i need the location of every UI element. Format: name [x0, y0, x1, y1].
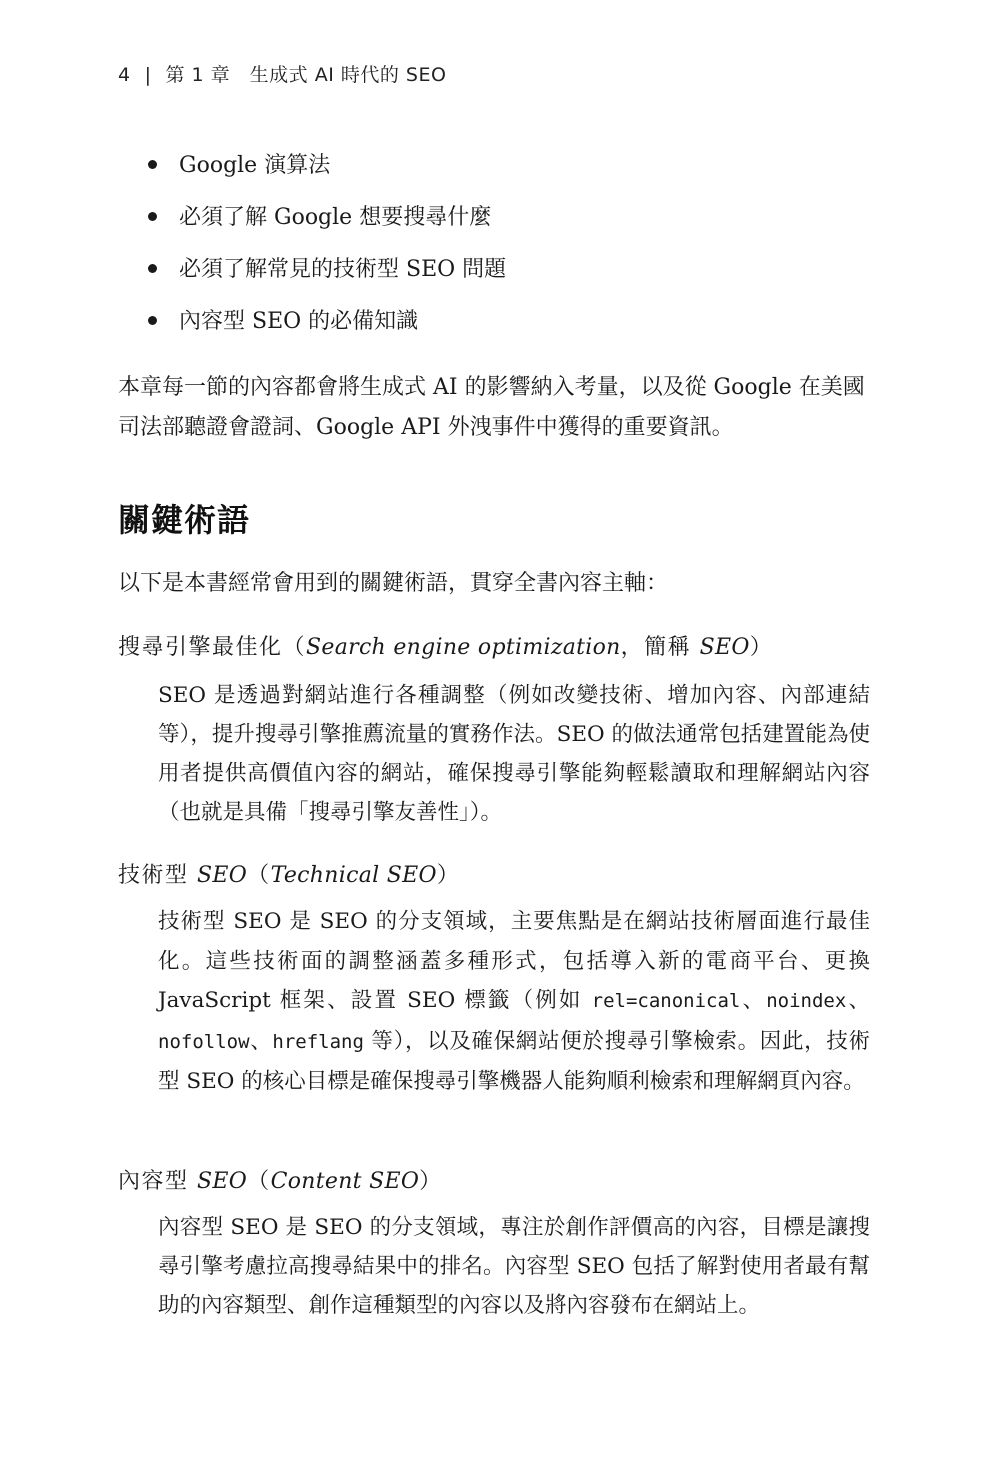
list-item: [148, 302, 506, 354]
chapter-title: 第 1 章 生成式 AI 時代的 SEO: [165, 64, 447, 86]
term-name-en: Search engine optimization: [306, 635, 621, 660]
definition-text: 等），以及確保網站便於搜尋引擎檢索。因此，技術型 SEO 的核心目標是確保搜尋引擎機器人能夠順利檢索和理解網頁內容。: [158, 1028, 870, 1094]
bullet-list: [148, 146, 506, 354]
term-name-en: SEO: [197, 863, 248, 888]
list-item-text: 必須了解 Google 想要搜尋什麼: [179, 205, 492, 230]
definition-seo: SEO 是透過對網站進行各種調整（例如改變技術、增加內容、內部連結等），提升搜尋引擎推薦流量的實務作法。SEO 的做法通常包括建置能為使用者提供高價值內容的網站，確保搜尋引擎能夠輕鬆讀取和理解網站內容（也就是具備「搜尋引擎友善性」）。: [158, 683, 870, 825]
definition-technical-seo: [158, 902, 870, 1102]
running-header: [118, 60, 446, 87]
code-separator: 、: [740, 988, 767, 1013]
term-name-en: SEO: [197, 1169, 248, 1194]
bullet-icon: [148, 212, 157, 221]
code-hreflang: hreflang: [272, 1030, 364, 1053]
definition-text: 技術型 SEO 是 SEO 的分支領域，主要焦點是在網站技術層面進行最佳化。這些技術面的調整涵蓋多種形式，包括導入新的電商平台、更換 JavaScript 框架、設置 SEO 標籤（例如: [158, 909, 870, 1013]
bullet-icon: [148, 316, 157, 325]
term-name-close: ）: [749, 635, 774, 660]
term-name-zh: 技術型: [118, 863, 197, 888]
code-noindex: noindex: [766, 990, 847, 1012]
term-content-seo: [118, 1162, 443, 1202]
term-name-close: ）: [436, 863, 461, 888]
term-name-open: （: [247, 863, 271, 888]
code-separator: 、: [846, 988, 870, 1013]
code-separator: 、: [249, 1028, 273, 1054]
term-seo: [118, 628, 773, 668]
list-item-text: 內容型 SEO 的必備知識: [179, 309, 419, 334]
term-name-zh: 內容型: [118, 1169, 197, 1194]
section-lead: 以下是本書經常會用到的關鍵術語，貫穿全書內容主軸：: [118, 571, 669, 596]
list-item: [148, 250, 506, 302]
page-number: 4: [118, 64, 131, 86]
list-item: [148, 146, 506, 198]
code-rel-canonical: rel=canonical: [591, 990, 741, 1012]
list-item-text: Google 演算法: [179, 153, 331, 178]
definition-content-seo: 內容型 SEO 是 SEO 的分支領域，專注於創作評價高的內容，目標是讓搜尋引擎考慮拉高搜尋結果中的排名。內容型 SEO 包括了解對使用者最有幫助的內容類型、創作這種類型的內容以及將內容發布在網站上。: [158, 1215, 870, 1318]
term-name-abbr: SEO: [699, 635, 750, 660]
term-name-zh: 搜尋引擎最佳化（: [118, 635, 307, 660]
bullet-icon: [148, 160, 157, 169]
header-separator: |: [144, 64, 152, 86]
bullet-icon: [148, 264, 157, 273]
term-name-tail-zh: ，簡稱: [620, 635, 700, 660]
list-item: [148, 198, 506, 250]
code-nofollow: nofollow: [158, 1030, 250, 1053]
section-title: 關鍵術語: [118, 501, 251, 539]
intro-paragraph: 本章每一節的內容都會將生成式 AI 的影響納入考量，以及從 Google 在美國司法部聽證會證詞、Google API 外洩事件中獲得的重要資訊。: [118, 375, 865, 440]
term-name-en-full: Technical SEO: [270, 863, 437, 888]
list-item-text: 必須了解常見的技術型 SEO 問題: [179, 257, 507, 282]
term-name-open: （: [247, 1169, 271, 1194]
term-name-en-full: Content SEO: [270, 1169, 420, 1194]
term-technical-seo: [118, 856, 460, 896]
term-name-close: ）: [419, 1169, 443, 1194]
